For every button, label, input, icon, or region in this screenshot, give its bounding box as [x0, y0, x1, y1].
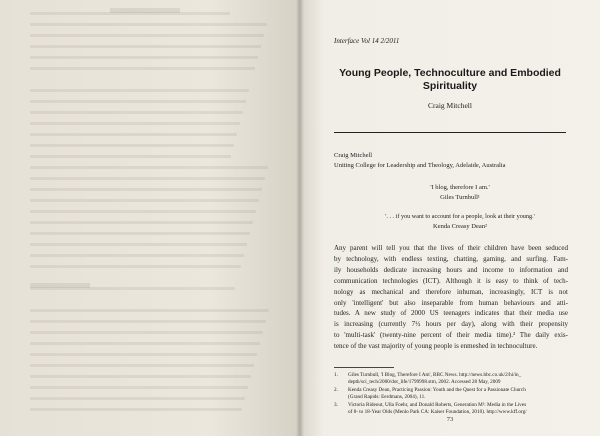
bleedthrough-line — [30, 342, 260, 345]
bleedthrough-line — [30, 386, 248, 389]
footnote-line: of 8- to 18-Year Olds (Menlo Park CA: Kaiser Foundation, 2010). http://www.kff.org/ — [348, 409, 527, 416]
footnote-number: 2. — [334, 386, 338, 393]
bleedthrough-line — [30, 254, 244, 257]
bleedthrough-line — [30, 364, 254, 367]
affiliation-institution: Uniting College for Leadership and Theology, Adelaide, Australia — [334, 162, 506, 169]
body-paragraph — [334, 243, 568, 352]
body-line: ily households dedicate increasing hours and income to information and — [334, 265, 568, 274]
footnote — [334, 402, 570, 417]
bleedthrough-line — [30, 100, 246, 103]
footnote-line: depth/sci_tech/2000/dot_life/1799998.stm, 2002. Accessed 28 May, 2009 — [348, 379, 501, 386]
bleedthrough-line — [30, 331, 263, 334]
running-header: Interface Vol 14 2/2011 — [334, 37, 400, 45]
title-rule — [334, 132, 566, 133]
body-line: to 'multi-task' (twenty-nine percent of their media time).³ The daily exis- — [334, 331, 568, 340]
body-line: communication technologies (ICT). Although it is easy to think of tech- — [334, 276, 568, 285]
bleedthrough-line — [30, 232, 250, 235]
bleedthrough-line — [30, 397, 245, 400]
body-line: tudes. A new study of 2000 US teenagers indicates that their media use — [334, 309, 568, 318]
footnote-number: 3. — [334, 401, 338, 408]
bleedthrough-line — [30, 265, 241, 268]
bleedthrough-line — [30, 320, 266, 323]
footnote-line: Victoria Rideout, Ulla Foehr, and Donald Roberts, Generation M²: Media in the Lives — [348, 401, 527, 408]
author-byline: Craig Mitchell — [428, 101, 472, 110]
bleedthrough-line — [30, 67, 255, 70]
epigraph-quote-2: '. . . if you want to account for a people, look at their young.' — [385, 213, 535, 220]
bleedthrough-line — [30, 210, 256, 213]
bleedthrough-line — [30, 23, 267, 26]
epigraph-quote-1: 'I blog, therefore I am.' — [430, 184, 490, 191]
epigraph-attribution-2: Kenda Creasy Dean² — [433, 223, 487, 230]
footnote — [334, 372, 570, 387]
footnote-line: (Grand Rapids: Eerdmans, 2004), 11. — [348, 394, 426, 401]
article-title — [320, 67, 580, 93]
bleedthrough-line — [30, 375, 251, 378]
footnote-rule — [334, 367, 394, 368]
bleedthrough-line — [30, 155, 231, 158]
body-line: tence of the vast majority of young people is enmeshed in technoculture. — [334, 342, 538, 351]
footnote-number: 1. — [334, 372, 338, 378]
bleedthrough-line — [30, 177, 265, 180]
affiliation-name: Craig Mitchell — [334, 152, 373, 159]
title-line-2: Spirituality — [422, 80, 478, 92]
bleedthrough-line — [30, 89, 249, 92]
bleedthrough-line — [30, 309, 269, 312]
footnote — [334, 387, 570, 402]
body-line: nology as mechanical and therefore inhuman, increasingly, ICT is not — [334, 287, 568, 296]
body-line: by technology, with endless texting, chatting, gaming, and surfing. Fam- — [334, 254, 568, 263]
footnotes — [334, 372, 570, 416]
bleedthrough-line — [30, 243, 247, 246]
bleedthrough-line — [30, 188, 262, 191]
footnote-line: Kenda Creasy Dean, Practicing Passion: Youth and the Quest for a Passionate Church — [348, 386, 526, 393]
bleedthrough-line — [30, 144, 234, 147]
bleedthrough-line — [30, 34, 264, 37]
title-line-1: Young People, Technoculture and Embodied — [339, 67, 561, 79]
page-number: 73 — [446, 416, 454, 423]
body-line: Any parent will tell you that the lives of their children have been seduced — [334, 244, 568, 252]
epigraph-attribution-1: Giles Turnbull¹ — [440, 194, 480, 201]
bleedthrough-heading — [30, 283, 90, 288]
bleedthrough-line — [30, 133, 237, 136]
right-page — [300, 0, 600, 436]
bleedthrough-line — [30, 122, 240, 125]
body-line: only 'intelligent' but also inseparable from human behaviours and atti- — [334, 298, 568, 307]
bleedthrough-line — [30, 45, 261, 48]
body-line: is increasing (currently 7½ hours per day), along with their propensity — [334, 320, 568, 329]
bleedthrough-line — [30, 111, 243, 114]
bleedthrough-line — [30, 353, 257, 356]
bleedthrough-line — [30, 199, 259, 202]
bleedthrough-line — [30, 408, 242, 411]
book-gutter — [296, 0, 304, 436]
bleedthrough-heading — [110, 8, 180, 13]
bleedthrough-line — [30, 166, 268, 169]
bleedthrough-line — [30, 56, 258, 59]
bleedthrough-line — [30, 221, 253, 224]
footnote-line: Giles Turnbull, 'I Blog, Therefore I Am', BBC News. http://news.bbc.co.uk/2/hi/in_ — [348, 372, 522, 378]
